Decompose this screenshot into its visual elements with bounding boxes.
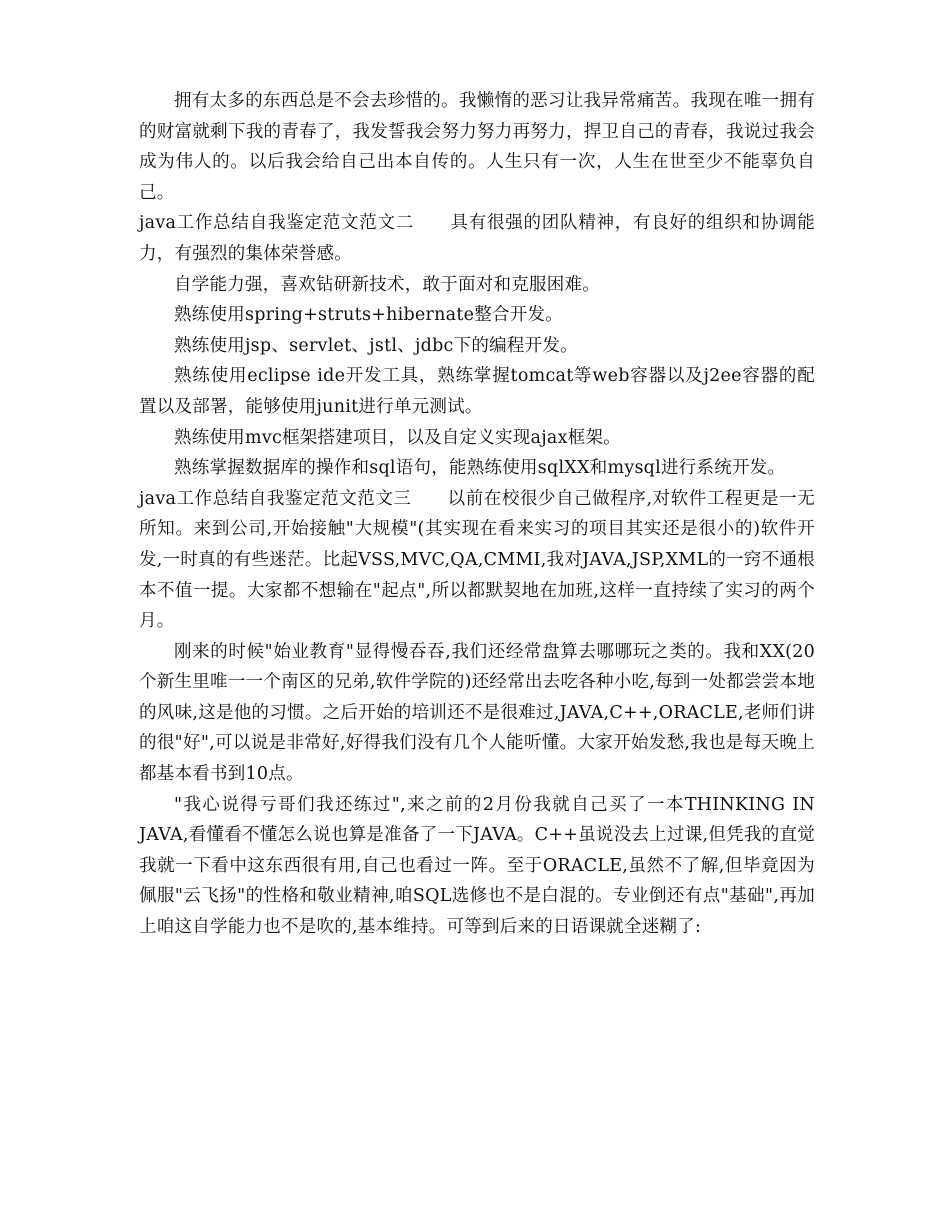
- paragraph-5: 熟练使用jsp、servlet、jstl、jdbc下的编程开发。: [174, 335, 578, 356]
- paragraph-10: 刚来的时候"始业教育"显得慢吞吞,我们还经常盘算去哪哪玩之类的。我和XX(20个新生里唯一一个南区的兄弟,软件学院的)还经常出去吃各种小吃,每到一处都尝尝本地的风味,这是他的习惯。之后开始的培训还不是很难过,JAVA,C++,ORACLE,老师们讲的很"好",可以说是非常好,好得我们没有几个人能听懂。大家开始发愁,我也是每天晚上都基本看书到10点。: [139, 641, 815, 785]
- paragraph-7: 熟练使用mvc框架搭建项目，以及自定义实现ajax框架。: [174, 427, 621, 448]
- paragraph-9: java工作总结自我鉴定范文范文三 以前在校很少自己做程序,对软件工程更是一无所知。来到公司,开始接触"大规模"(其实现在看来实习的项目其实还是很小的)软件开发,一时真的有些迷茫。比起VSS,MVC,QA,CMMI,我对JAVA,JSP,XML的一窍不通根本不值一提。大家都不想输在"起点",所以都默契地在加班,这样一直持续了实习的两个月。: [139, 488, 815, 632]
- paragraph-11: "我心说得亏哥们我还练过",来之前的2月份我就自己买了一本THINKING IN JAVA,看懂看不懂怎么说也算是准备了一下JAVA。C++虽说没去上过课,但凭我的直觉我就一下看中这东西很有用,自己也看过一阵。至于ORACLE,虽然不了解,但毕竟因为佩服"云飞扬"的性格和敬业精神,咱SQL选修也不是白混的。专业倒还有点"基础",再加上咱这自学能力也不是吹的,基本维持。可等到后来的日语课就全迷糊了:: [139, 794, 815, 938]
- paragraph-4: 熟练使用spring+struts+hibernate整合开发。: [174, 305, 563, 326]
- paragraph-1: 拥有太多的东西总是不会去珍惜的。我懒惰的恶习让我异常痛苦。我现在唯一拥有的财富就剩下我的青春了，我发誓我会努力努力再努力，捍卫自己的青春，我说过我会成为伟人的。以后我会给自己出本自传的。人生只有一次，人生在世至少不能辜负自己。: [139, 91, 815, 203]
- paragraph-8: 熟练掌握数据库的操作和sql语句，能熟练使用sqlXX和mysql进行系统开发。: [174, 458, 786, 479]
- document-body: [139, 86, 815, 943]
- paragraph-3: 自学能力强，喜欢钻研新技术，敢于面对和克服困难。: [174, 274, 600, 295]
- paragraph-2: java工作总结自我鉴定范文范文二 具有很强的团队精神，有良好的组织和协调能力，有强烈的集体荣誉感。: [139, 213, 815, 264]
- paragraph-6: 熟练使用eclipse ide开发工具，熟练掌握tomcat等web容器以及j2ee容器的配置以及部署，能够使用junit进行单元测试。: [139, 366, 815, 417]
